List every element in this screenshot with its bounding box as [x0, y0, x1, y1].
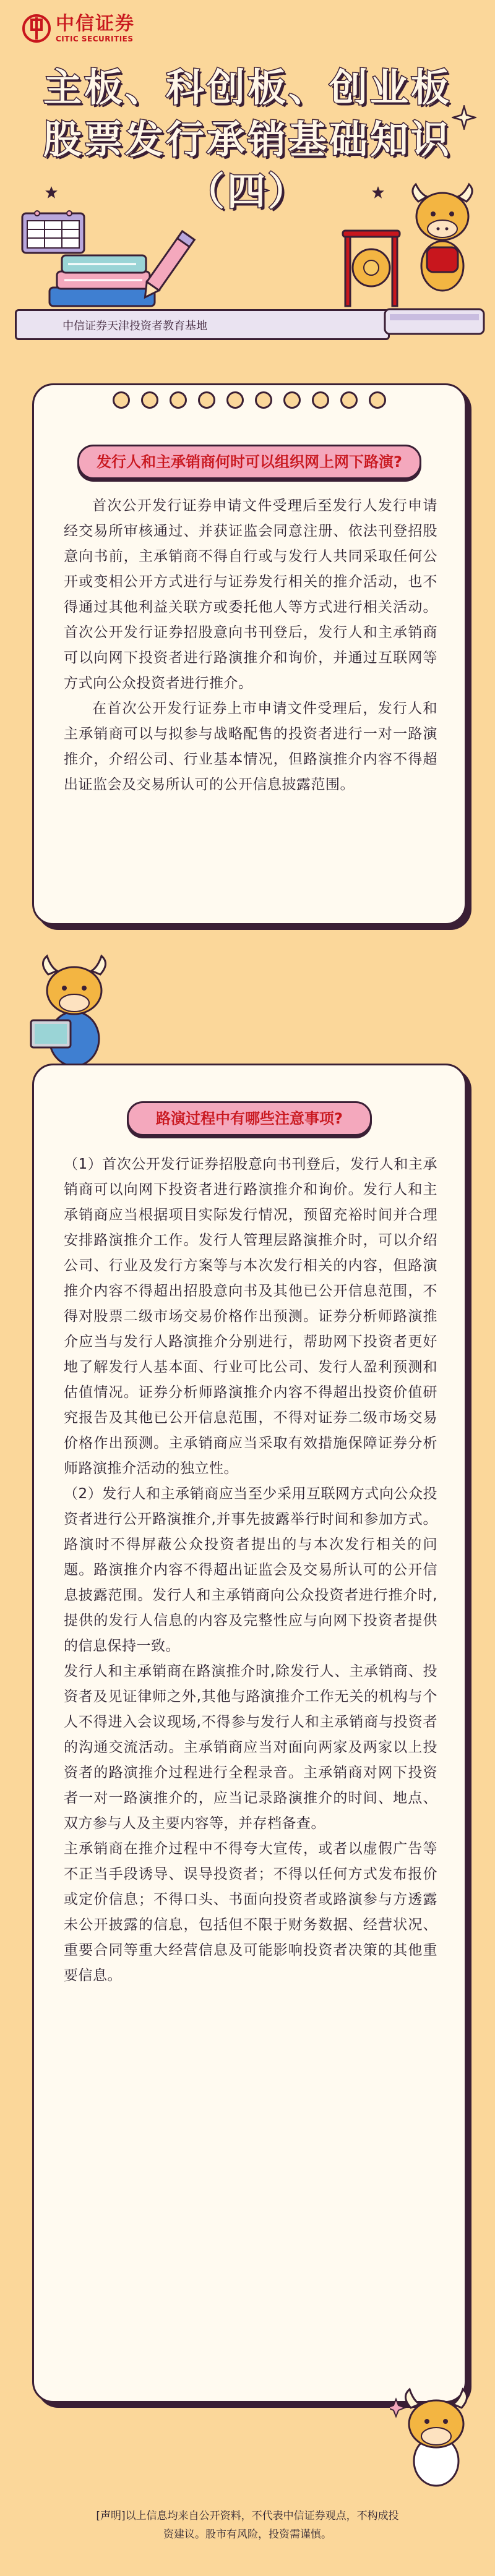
- section-1-heading: 发行人和主承销商何时可以组织网上网下路演?: [77, 445, 421, 479]
- bench-end-icon: [384, 307, 489, 339]
- disclaimer-text: [声明]以上信息均来自公开资料，不代表中信证券观点，不构成投资建议。股市有风险，投资需谨慎。: [96, 2510, 399, 2541]
- brand-name-cn: 中信证券: [56, 13, 135, 35]
- section-1-paragraph: 首次公开发行证券申请文件受理后至发行人发行申请经交易所审核通过、并获证监会同意注册、依法刊登招股意向书前，主承销商不得自行或与发行人共同采取任何公开或变相公开方式进行与证券发行相关的推介活动，也不得通过其他利益关联方或委托他人等方式进行相关活动。首次公开发行证券招股意向书刊登后，发行人和主承销商可以向网下投资者进行路演推介和询价，并通过互联网等方式向公众投资者进行推介。: [64, 498, 437, 691]
- ox-mascot-bottom-icon: [390, 2381, 483, 2492]
- gong-icon: [334, 226, 408, 312]
- section-1-paragraph: 在首次公开发行证券上市申请文件受理后，发行人和主承销商可以与拟参与战略配售的投资者进行一对一路演推介，介绍公司、行业基本情况，但路演推介内容不得超出证监会及交易所认可的公开信息披露范围。: [64, 701, 437, 793]
- title-line-3: （四）: [186, 169, 309, 214]
- card-binder-rings: [34, 391, 465, 409]
- section-card-2: [32, 1064, 467, 2403]
- section-1-body: [64, 493, 437, 798]
- section-2-paragraph: （2）发行人和主承销商应当至少采用互联网方式向公众投资者进行公开路演推介,并事先披露举行时间和参加方式。路演时不得屏蔽公众投资者提出的与本次发行相关的问题。路演推介内容不得超出证监会及交易所认可的公开信息披露范围。发行人和主承销商向公众投资者进行推介时,提供的发行人信息的内容及完整性应与向网下投资者提供的信息保持一致。: [64, 1486, 437, 1654]
- section-2-paragraph: 发行人和主承销商在路演推介时,除发行人、主承销商、投资者及见证律师之外,其他与路演推介工作无关的机构与个人不得进入会议现场,不得参与发行人和主承销商与投资者的沟通交流活动。主承销商应当对面向两家及两家以上投资者的路演推介过程进行全程录音。主承销商对网下投资者一对一路演推介的，应当记录路演推介的时间、地点、双方参与人及主要内容等，并存档备查。: [64, 1663, 437, 1832]
- header-bench: [15, 309, 390, 340]
- brand-logo: [22, 14, 135, 43]
- base-label: 中信证券天津投资者教育基地: [62, 320, 207, 333]
- section-2-heading: 路演过程中有哪些注意事项?: [127, 1101, 372, 1136]
- brand-name-en: CITIC SECURITIES: [56, 35, 134, 43]
- citic-logo-icon: [22, 14, 51, 43]
- ox-laptop-mascot-icon: [25, 946, 124, 1070]
- disclaimer: [93, 2507, 402, 2544]
- title-line-1: 主板、科创板、创业板: [43, 65, 452, 110]
- section-card-1: [32, 383, 467, 925]
- pencil-icon: [130, 223, 204, 309]
- section-2-paragraph: （1）首次公开发行证券招股意向书刊登后，发行人和主承销商可以向网下投资者进行路演推介和询价。发行人和主承销商应当根据项目实际发行情况，预留充裕时间并合理安排路演推介工作。发行人管理层路演推介时，可以介绍公司、行业及发行方案等与本次发行相关的内容，但路演推介内容不得超出招股意向书及其他已公开信息范围，不得对股票二级市场交易价格作出预测。证券分析师路演推介应当与发行人路演推介分别进行，帮助网下投资者更好地了解发行人基本面、行业可比公司、发行人盈利预测和估值情况。证券分析师路演推介内容不得超出投资价值研究报告及其他已公开信息范围，不得对证券二级市场交易价格作出预测。主承销商应当采取有效措施保障证券分析师路演推介活动的独立性。: [64, 1156, 437, 1477]
- title-line-2: 股票发行承销基础知识: [43, 117, 452, 162]
- section-2-paragraph: 主承销商在推介过程中不得夸大宣传，或者以虚假广告等不正当手段诱导、误导投资者；不得以任何方式发布报价或定价信息；不得口头、书面向投资者或路演参与方透露未公开披露的信息，包括但不限于财务数据、经营状况、重要合同等重大经营信息及可能影响投资者决策的其他重要信息。: [64, 1841, 437, 1984]
- section-2-body: [64, 1152, 437, 1989]
- ox-mascot-icon: [402, 173, 483, 297]
